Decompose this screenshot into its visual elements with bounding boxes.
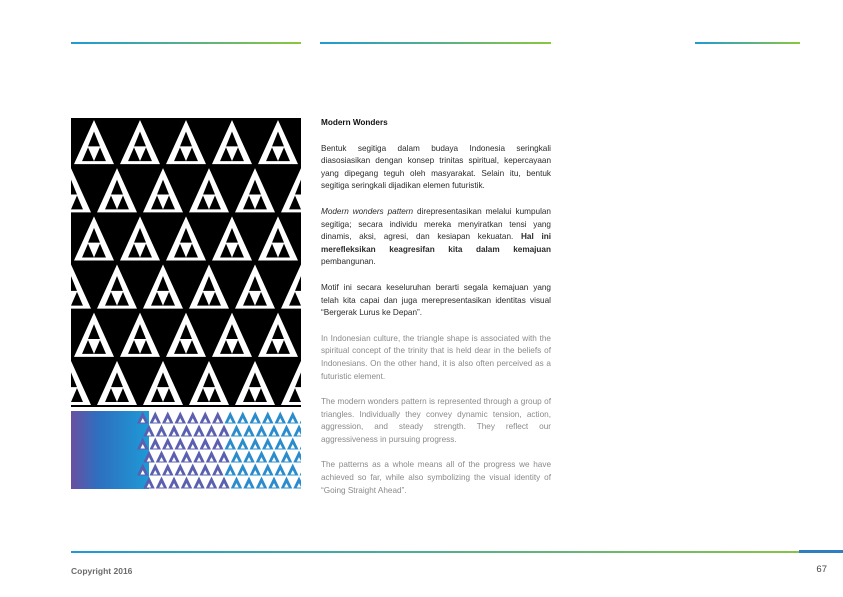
header-rule-2	[320, 42, 551, 44]
id-paragraph-2-em: Modern wonders pattern	[321, 206, 414, 216]
header-rule-3	[695, 42, 800, 44]
id-paragraph-2-rest: direpresentasikan melalui kumpulan segitiga; secara individu mereka menyiratkan tensi yang dinamis, aksi, agresi, dan kesiapan kekuatan.	[321, 206, 551, 242]
id-paragraph-3: Motif ini secara keseluruhan berarti segala kemajuan yang telah kita capai dan juga merepresentasikan identitas visual “Bergerak Lurus ke Depan”.	[321, 282, 551, 318]
en-paragraph-3: The patterns as a whole means all of the progress we have achieved so far, while also symbolizing the visual identity of “Going Straight Ahead”.	[321, 460, 551, 495]
id-paragraph-1: Bentuk segitiga dalam budaya Indonesia seringkali diasosiasikan dengan konsep trinitas spiritual, kepercayaan yang dipegang teguh oleh masyarakat. Selain itu, bentuk segitiga seringkali dijadikan elemen futuristik.	[321, 143, 551, 191]
en-paragraph-1: In Indonesian culture, the triangle shape is associated with the spiritual concept of the trinity that is held dear in the beliefs of Indonesians. On the other hand, it is also often perceived as a futuristic element.	[321, 333, 551, 381]
section-heading: Modern Wonders	[321, 118, 388, 127]
id-paragraph-2-end: pembangunan.	[321, 257, 376, 267]
text-column	[321, 117, 551, 510]
id-paragraph-2	[321, 206, 551, 269]
header-rule-1	[71, 42, 301, 44]
footer-accent-bar	[799, 550, 843, 553]
id-paragraph-2-bold: Hal ini merefleksikan keagresifan kita dalam kemajuan	[321, 232, 552, 254]
pattern-color-swatch	[71, 411, 301, 489]
page-number: 67	[816, 564, 827, 575]
footer-rule	[71, 551, 843, 553]
triangle-pattern-image	[71, 118, 301, 407]
copyright-text: Copyright 2016	[71, 566, 133, 576]
en-paragraph-2: The modern wonders pattern is represented through a group of triangles. Individually they convey dynamic tension, action, aggression, and steady strength. They reflect our aggressiveness in pursuing progress.	[321, 397, 551, 444]
